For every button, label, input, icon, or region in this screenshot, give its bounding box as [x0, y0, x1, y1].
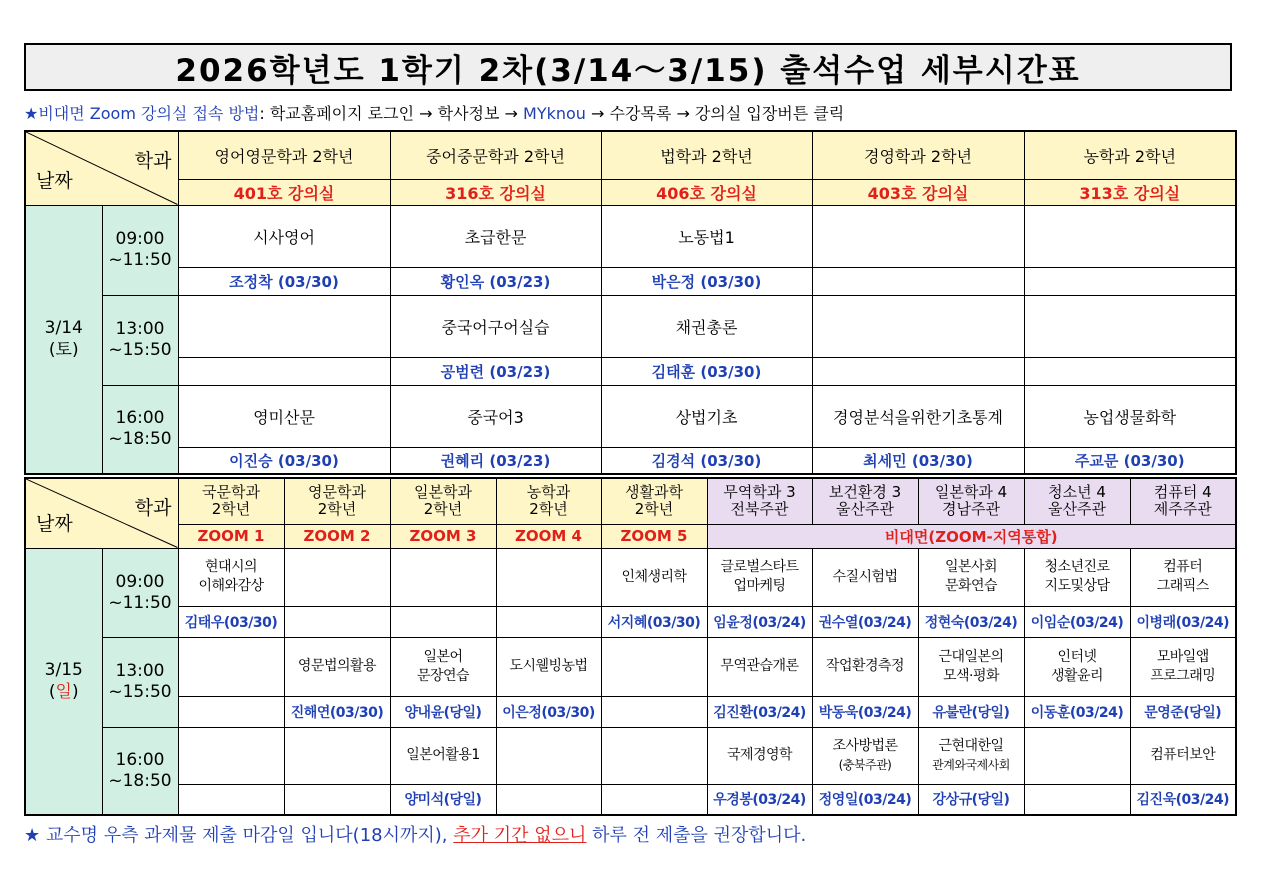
- professor-cell: 박동욱(03/24): [812, 696, 918, 727]
- footer-text-end: 하루 전 제출을 권장합니다.: [586, 825, 807, 846]
- course-cell: 청소년진로 지도및상담: [1024, 548, 1130, 606]
- dept-header: 청소년 4 울산주관: [1024, 478, 1130, 524]
- professor-cell: 강상규(당일): [918, 784, 1024, 815]
- course-cell: [178, 727, 284, 784]
- time-slot: 16:00 ~18:50: [102, 727, 178, 815]
- schedule-table-day2: [24, 477, 1237, 816]
- room-label: 316호 강의실: [390, 179, 601, 205]
- professor-cell: 진해연(03/30): [284, 696, 390, 727]
- professor-cell: 문영준(당일): [1130, 696, 1236, 727]
- weekday-text: 일: [55, 682, 72, 703]
- professor-cell: [284, 784, 390, 815]
- course-cell: 초급한문: [390, 205, 601, 267]
- course-cell: 근대일본의 모색·평화: [918, 637, 1024, 696]
- zoom-info-label: ★비대면 Zoom 강의실 접속 방법: [24, 104, 260, 123]
- date-text: 3/14: [44, 318, 83, 339]
- course-cell: 농업생물화학: [1024, 385, 1236, 447]
- professor-cell: 권수열(03/24): [812, 606, 918, 637]
- professor-cell: 황인옥 (03/23): [390, 267, 601, 295]
- professor-cell: [496, 784, 601, 815]
- professor-cell: 김진환(03/24): [707, 696, 812, 727]
- room-label: 406호 강의실: [601, 179, 812, 205]
- course-cell: 일본어 문장연습: [390, 637, 496, 696]
- professor-cell: 권혜리 (03/23): [390, 447, 601, 474]
- dept-header: 농학과 2학년: [496, 478, 601, 524]
- course-cell: [390, 548, 496, 606]
- date-label: 날짜: [36, 169, 73, 192]
- zoom-info-rest: → 수강목록 → 강의실 입장버튼 클릭: [585, 104, 845, 123]
- schedule-table-day1: [24, 130, 1237, 475]
- course-cell: 국제경영학: [707, 727, 812, 784]
- course-cell: 일본사회 문화연습: [918, 548, 1024, 606]
- zoom-room: ZOOM 4: [496, 524, 601, 548]
- course-cell: [284, 727, 390, 784]
- dept-header: 국문학과 2학년: [178, 478, 284, 524]
- dept-label: 학과: [134, 150, 172, 172]
- time-slot: 13:00 ~15:50: [102, 637, 178, 727]
- header-corner: [25, 478, 178, 548]
- course-cell: 근현대한일 관계와국제사회: [918, 727, 1024, 784]
- professor-cell: 박은정 (03/30): [601, 267, 812, 295]
- room-label: 313호 강의실: [1024, 179, 1236, 205]
- dept-header: 보건환경 3 울산주관: [812, 478, 918, 524]
- footer-text: ★ 교수명 우측 과제물 제출 마감일 입니다(18시까지),: [24, 825, 454, 846]
- room-label: 403호 강의실: [812, 179, 1024, 205]
- course-cell: 컴퓨터 그래픽스: [1130, 548, 1236, 606]
- dept-header: 일본학과 4 경남주관: [918, 478, 1024, 524]
- course-cell: [812, 205, 1024, 267]
- professor-cell: [284, 606, 390, 637]
- professor-cell: 양미석(당일): [390, 784, 496, 815]
- professor-cell: [812, 357, 1024, 385]
- dept-header: 농학과 2학년: [1024, 131, 1236, 179]
- course-cell: 중국어3: [390, 385, 601, 447]
- professor-cell: [496, 606, 601, 637]
- course-cell: 작업환경측정: [812, 637, 918, 696]
- course-cell: [1024, 727, 1130, 784]
- professor-cell: 이동훈(03/24): [1024, 696, 1130, 727]
- dept-header: 생활과학 2학년: [601, 478, 707, 524]
- course-cell: 현대시의 이해와감상: [178, 548, 284, 606]
- course-cell: 일본어활용1: [390, 727, 496, 784]
- professor-cell: [1024, 784, 1130, 815]
- date-cell-day1: 3/14 (토): [25, 205, 102, 474]
- professor-cell: 김태훈 (03/30): [601, 357, 812, 385]
- time-slot: 09:00 ~11:50: [102, 205, 178, 295]
- dept-header: 영문학과 2학년: [284, 478, 390, 524]
- professor-cell: [1024, 357, 1236, 385]
- professor-cell: 김태우(03/30): [178, 606, 284, 637]
- time-slot: 16:00 ~18:50: [102, 385, 178, 474]
- course-cell: 컴퓨터보안: [1130, 727, 1236, 784]
- professor-cell: 이은정(03/30): [496, 696, 601, 727]
- zoom-info-text: : 학교홈페이지 로그인 → 학사정보 →: [259, 104, 524, 123]
- professor-cell: [601, 784, 707, 815]
- professor-cell: 최세민 (03/30): [812, 447, 1024, 474]
- page-title: 2026학년도 1학기 2차(3/14～3/15) 출석수업 세부시간표: [24, 43, 1232, 91]
- zoom-room: ZOOM 5: [601, 524, 707, 548]
- zoom-access-info: [24, 101, 844, 124]
- date-cell-day2: 3/15 (일): [25, 548, 102, 815]
- course-cell: [1024, 205, 1236, 267]
- weekday-text: 토: [55, 340, 72, 361]
- professor-cell: 유불란(당일): [918, 696, 1024, 727]
- course-cell: 수질시험법: [812, 548, 918, 606]
- dept-header: 무역학과 3 전북주관: [707, 478, 812, 524]
- zoom-info-myknou: MYknou: [523, 104, 586, 123]
- course-cell: [601, 637, 707, 696]
- professor-cell: 우경봉(03/24): [707, 784, 812, 815]
- course-cell: [1024, 295, 1236, 357]
- course-cell: 노동법1: [601, 205, 812, 267]
- dept-header: 컴퓨터 4 제주주관: [1130, 478, 1236, 524]
- dept-header: 영어영문학과 2학년: [178, 131, 390, 179]
- nonface-zoom-label: 비대면(ZOOM-지역통합): [707, 524, 1236, 548]
- course-cell: 무역관습개론: [707, 637, 812, 696]
- dept-header: 법학과 2학년: [601, 131, 812, 179]
- professor-cell: 정영일(03/24): [812, 784, 918, 815]
- zoom-room: ZOOM 3: [390, 524, 496, 548]
- course-cell: [812, 295, 1024, 357]
- professor-cell: 서지혜(03/30): [601, 606, 707, 637]
- course-cell: [601, 727, 707, 784]
- course-cell: 모바일앱 프로그래밍: [1130, 637, 1236, 696]
- professor-cell: 주교문 (03/30): [1024, 447, 1236, 474]
- professor-cell: 김진욱(03/24): [1130, 784, 1236, 815]
- zoom-room: ZOOM 1: [178, 524, 284, 548]
- dept-label: 학과: [134, 497, 172, 519]
- professor-cell: [178, 357, 390, 385]
- dept-header: 일본학과 2학년: [390, 478, 496, 524]
- course-cell: [178, 637, 284, 696]
- dept-header: 경영학과 2학년: [812, 131, 1024, 179]
- course-cell: 상법기초: [601, 385, 812, 447]
- course-cell: [496, 548, 601, 606]
- time-slot: 13:00 ~15:50: [102, 295, 178, 385]
- professor-cell: [178, 784, 284, 815]
- professor-cell: [1024, 267, 1236, 295]
- professor-cell: 정현숙(03/24): [918, 606, 1024, 637]
- course-cell: [496, 727, 601, 784]
- professor-cell: [601, 696, 707, 727]
- professor-cell: 이진승 (03/30): [178, 447, 390, 474]
- course-cell: 인터넷 생활윤리: [1024, 637, 1130, 696]
- date-label: 날짜: [36, 512, 73, 535]
- course-cell: 인체생리학: [601, 548, 707, 606]
- footer-warning: 추가 기간 없으니: [453, 825, 587, 846]
- professor-cell: [812, 267, 1024, 295]
- header-corner: [25, 131, 178, 205]
- course-cell: 시사영어: [178, 205, 390, 267]
- professor-cell: 이병래(03/24): [1130, 606, 1236, 637]
- course-cell: 영문법의활용: [284, 637, 390, 696]
- professor-cell: 공범련 (03/23): [390, 357, 601, 385]
- course-cell: 경영분석을위한기초통계: [812, 385, 1024, 447]
- course-cell: [178, 295, 390, 357]
- course-cell: 채권총론: [601, 295, 812, 357]
- professor-cell: [390, 606, 496, 637]
- course-cell: 영미산문: [178, 385, 390, 447]
- course-cell: [284, 548, 390, 606]
- course-cell: 중국어구어실습: [390, 295, 601, 357]
- zoom-room: ZOOM 2: [284, 524, 390, 548]
- date-text: 3/15: [44, 660, 83, 681]
- professor-cell: 임윤정(03/24): [707, 606, 812, 637]
- course-cell: 도시웰빙농법: [496, 637, 601, 696]
- professor-cell: 김경석 (03/30): [601, 447, 812, 474]
- course-cell: 글로벌스타트 업마케팅: [707, 548, 812, 606]
- footer-note: [24, 821, 806, 847]
- dept-header: 중어중문학과 2학년: [390, 131, 601, 179]
- professor-cell: 조정착 (03/30): [178, 267, 390, 295]
- course-cell: 조사방법론 (충북주관): [812, 727, 918, 784]
- room-label: 401호 강의실: [178, 179, 390, 205]
- professor-cell: 이임순(03/24): [1024, 606, 1130, 637]
- time-slot: 09:00 ~11:50: [102, 548, 178, 637]
- professor-cell: [178, 696, 284, 727]
- professor-cell: 양내윤(당일): [390, 696, 496, 727]
